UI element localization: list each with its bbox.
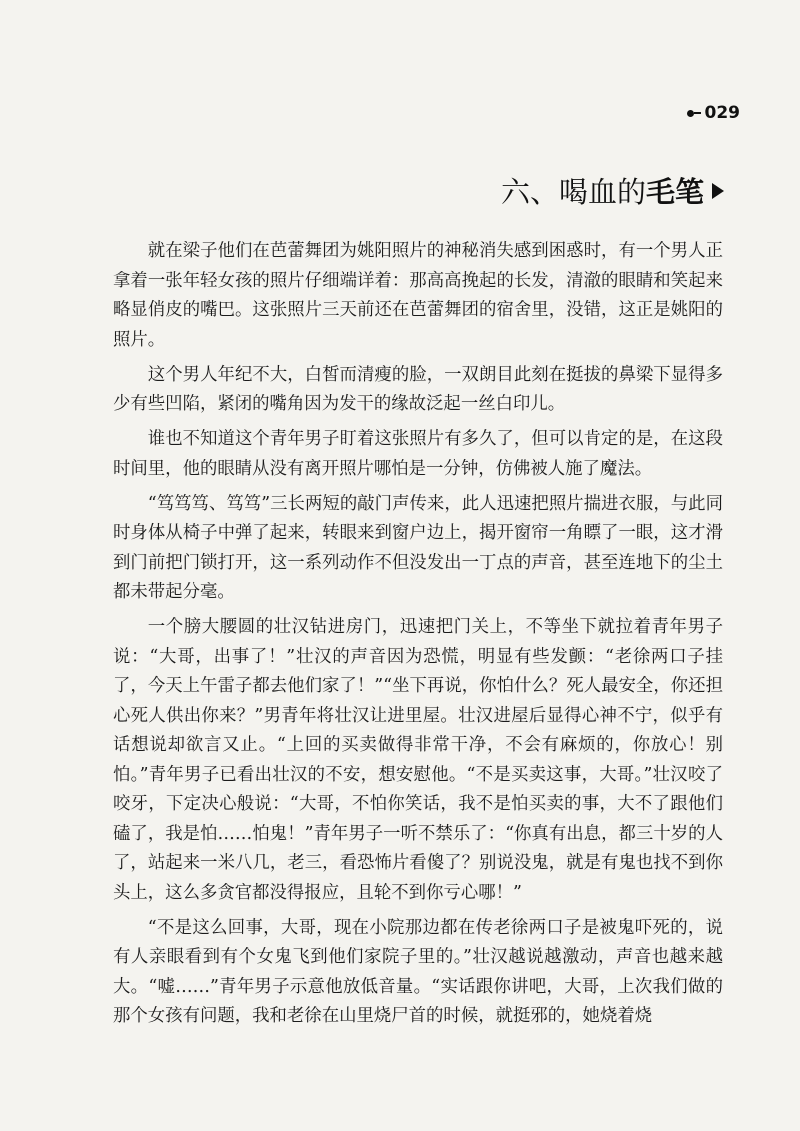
paragraph: “笃笃笃、笃笃”三长两短的敲门声传来，此人迅速把照片揣进衣服，与此同时身体从椅子中弹了起来，转眼来到窗户边上，揭开窗帘一角瞟了一眼，这才滑到门前把门锁打开，这一系列动作不但没发出一丁点的声音，甚至连地下的尘土都未带起分毫。 [113,493,723,602]
paragraph: 谁也不知道这个青年男子盯着这张照片有多久了，但可以肯定的是，在这段时间里，他的眼睛从没有离开照片哪怕是一分钟，仿佛被人施了魔法。 [113,429,723,479]
paragraph: 这个男人年纪不大，白皙而清瘦的脸，一双朗目此刻在挺拔的鼻梁下显得多少有些凹陷，紧闭的嘴角因为发干的缘故泛起一丝白印儿。 [113,364,723,414]
paragraph: “不是这么回事，大哥，现在小院那边都在传老徐两口子是被鬼吓死的，说有人亲眼看到有个女鬼飞到他们家院子里的。”壮汉越说越激动，声音也越来越大。“嘘……”青年男子示意他放低音量。“实话跟你讲吧，大哥，上次我们做的那个女孩有问题，我和老徐在山里烧尸首的时候，就挺邪的，她烧着烧 [113,917,723,1026]
triangle-right-icon [712,183,724,199]
page-number: 029 [704,103,740,123]
chapter-title-regular: 六、喝血的 [500,175,646,209]
paragraph: 一个膀大腰圆的壮汉钻进房门，迅速把门关上，不等坐下就拉着青年男子说：“大哥，出事了！”壮汉的声音因为恐慌，明显有些发颤：“老徐两口子挂了，今天上午雷子都去他们家了！”“坐下再说，你怕什么？死人最安全，你还担心死人供出你来？”男青年将壮汉让进里屋。壮汉进屋后显得心神不宁，似乎有话想说却欲言又止。“上回的买卖做得非常干净，不会有麻烦的，你放心！别怕。”青年男子已看出壮汉的不安，想安慰他。“不是买卖这事，大哥。”壮汉咬了咬牙，下定决心般说：“大哥，不怕你笑话，我不是怕买卖的事，大不了跟他们磕了，我是怕……怕鬼！”青年男子一听不禁乐了：“你真有出息，都三十岁的人了，站起来一米八几，老三，看恐怖片看傻了？别说没鬼，就是有鬼也找不到你头上，这么多贪官都没得报应，且轮不到你亏心哪！” [113,617,723,903]
chapter-title [501,170,724,211]
page-header [687,103,741,123]
paragraph: 就在梁子他们在芭蕾舞团为姚阳照片的神秘消失感到困惑时，有一个男人正拿着一张年轻女孩的照片仔细端详着：那高高挽起的长发，清澈的眼睛和笑起来略显俏皮的嘴巴。这张照片三天前还在芭蕾舞团的宿舍里，没错，这正是姚阳的照片。 [113,241,723,350]
chapter-title-bold: 毛笔 [645,175,704,209]
bleed-through-text [520,100,690,116]
bullet-line-icon [687,110,701,117]
body-text [113,237,723,1037]
